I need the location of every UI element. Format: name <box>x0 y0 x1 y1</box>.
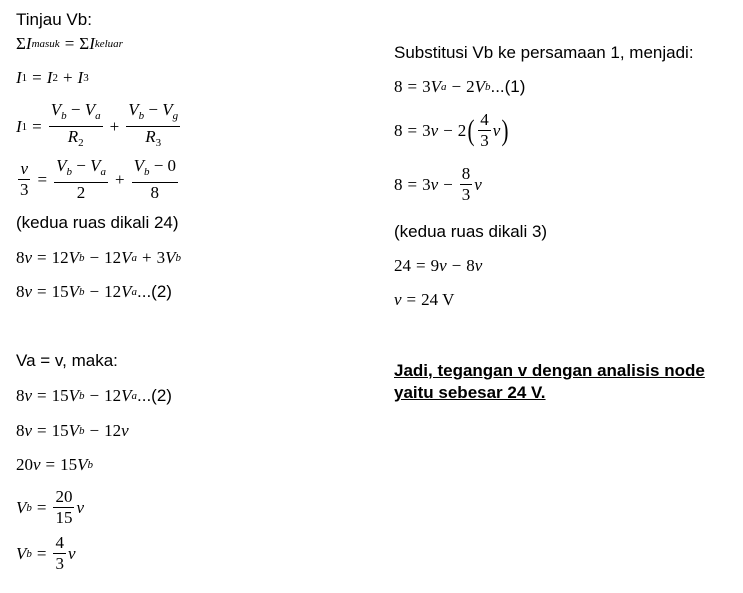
substitution-title: Va = v, maka: <box>16 351 118 370</box>
section-title-tinjau-vb: Tinjau Vb: <box>16 10 92 29</box>
equation-1: 8 = 3 V a − 2 V b ...(1) <box>394 77 526 96</box>
equation-substituted: $\frac{v}{3}$ = $\frac{V_b - V_a}{2}$ + $\frac{V_b - 0}{8}$ <box>20 156 177 202</box>
equation-multiplied: 8 v = 12 V b − 12 V a + 3 V b <box>16 248 181 267</box>
note-multiply-24: (kedua ruas dikali 24) <box>16 213 179 232</box>
substitution-intro: Substitusi Vb ke persamaan 1, menjadi: <box>394 43 694 62</box>
equation-2-label: ...(2) <box>137 282 172 301</box>
equation-2: 8 v = 15 V b − 12 V a ...(2) <box>16 282 172 301</box>
equation-vb-4-3: V b = $\frac{4}{3}$ v <box>16 533 76 573</box>
equation-va-substituted: 8 v = 15 V b − 12 v <box>16 421 129 440</box>
equation-currents: I 1 = I 2 + I 3 <box>16 68 89 87</box>
equation-current-expanded: I 1 = $\frac{V_b - V_a}{R_2}$ + $\frac{V_b - V_g}{R_3}$ <box>16 100 179 149</box>
equation-kcl-sum: Σ I masuk = Σ I keluar <box>16 34 123 53</box>
note-multiply-3: (kedua ruas dikali 3) <box>394 222 548 241</box>
conclusion-text: Jadi, tegangan v dengan analisis node yaitu sebesar 24 V. <box>394 361 705 402</box>
equation-1-label: ...(1) <box>490 77 526 96</box>
equation-24: 24 = 9 v − 8 v <box>394 256 483 275</box>
equation-1-substituted: 8 = 3 v − 2 ( $\frac{4}{3}$ v ) <box>394 110 509 150</box>
equation-vb-20-15: V b = $\frac{20}{15}$ v <box>16 487 85 527</box>
equation-1-simplified: 8 = 3 v − $\frac{8}{3}$ v <box>394 164 482 204</box>
equation-2-repeat: 8 v = 15 V b − 12 V a ...(2) <box>16 386 172 405</box>
equation-20v: 20 v = 15 V b <box>16 455 94 474</box>
equation-2-repeat-label: ...(2) <box>137 386 172 405</box>
equation-result: v = 24 V <box>394 290 455 309</box>
